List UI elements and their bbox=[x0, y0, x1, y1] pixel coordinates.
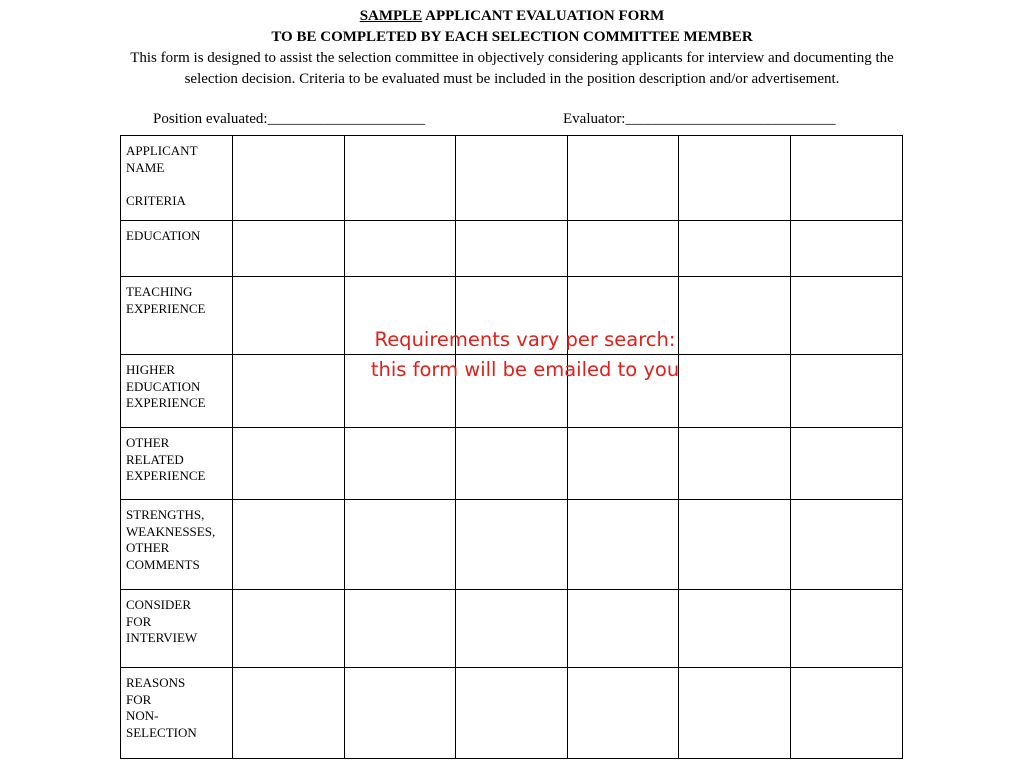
criteria-label-line: EDUCATION bbox=[126, 228, 201, 243]
criteria-label-cell bbox=[121, 428, 233, 500]
criteria-label-cell bbox=[121, 277, 233, 355]
applicant-entry-cell[interactable] bbox=[345, 500, 456, 590]
applicant-entry-cell[interactable] bbox=[456, 590, 568, 668]
applicant-entry-cell[interactable] bbox=[345, 221, 456, 277]
criteria-label-cell bbox=[121, 136, 233, 221]
table-row bbox=[121, 668, 903, 759]
criteria-label-line: EDUCATION bbox=[126, 378, 201, 394]
applicant-entry-cell[interactable] bbox=[679, 590, 791, 668]
applicant-entry-cell[interactable] bbox=[345, 428, 456, 500]
criteria-label-cell bbox=[121, 221, 233, 277]
criteria-label-line: APPLICANT bbox=[126, 143, 198, 158]
applicant-entry-cell[interactable] bbox=[791, 500, 903, 590]
applicant-entry-cell[interactable] bbox=[233, 590, 345, 668]
table-row bbox=[121, 136, 903, 221]
criteria-label-line: CRITERIA bbox=[126, 192, 186, 208]
applicant-entry-cell[interactable] bbox=[791, 221, 903, 277]
table-row bbox=[121, 428, 903, 500]
applicant-entry-cell[interactable] bbox=[233, 136, 345, 221]
criteria-label-line: STRENGTHS, bbox=[126, 507, 205, 522]
criteria-label-line: NON- bbox=[126, 708, 159, 723]
applicant-entry-cell[interactable] bbox=[679, 668, 791, 759]
applicant-entry-cell[interactable] bbox=[456, 136, 568, 221]
criteria-label-line: RELATED bbox=[126, 451, 184, 467]
table-row bbox=[121, 500, 903, 590]
criteria-label-line: EXPERIENCE bbox=[126, 300, 206, 316]
applicant-entry-cell[interactable] bbox=[791, 428, 903, 500]
applicant-entry-cell[interactable] bbox=[679, 136, 791, 221]
applicant-entry-cell[interactable] bbox=[233, 277, 345, 355]
applicant-entry-cell[interactable] bbox=[233, 500, 345, 590]
criteria-label-cell bbox=[121, 500, 233, 590]
criteria-label-line: EXPERIENCE bbox=[126, 468, 206, 483]
table-row bbox=[121, 590, 903, 668]
applicant-entry-cell[interactable] bbox=[568, 221, 679, 277]
applicant-entry-cell[interactable] bbox=[233, 355, 345, 428]
form-title-sample: SAMPLE bbox=[359, 8, 423, 24]
applicant-entry-cell[interactable] bbox=[345, 590, 456, 668]
form-description: This form is designed to assist the selection committee in objectively considering applicants for interview and documenting the selection decision. Criteria to be evaluated must be included in the position description and/or advertisement. bbox=[130, 50, 894, 87]
criteria-label-cell bbox=[121, 355, 233, 428]
applicant-entry-cell[interactable] bbox=[233, 428, 345, 500]
criteria-label-line: HIGHER bbox=[126, 362, 176, 377]
applicant-entry-cell[interactable] bbox=[568, 668, 679, 759]
applicant-entry-cell[interactable] bbox=[345, 668, 456, 759]
evaluator-field: Evaluator:____________________________ bbox=[563, 111, 836, 127]
applicant-entry-cell[interactable] bbox=[568, 500, 679, 590]
criteria-label-line: FOR bbox=[126, 691, 152, 707]
applicant-entry-cell[interactable] bbox=[791, 590, 903, 668]
criteria-label-line: SELECTION bbox=[126, 724, 197, 740]
evaluation-table bbox=[120, 135, 903, 759]
criteria-label-line: OTHER bbox=[126, 540, 170, 555]
applicant-entry-cell[interactable] bbox=[679, 428, 791, 500]
applicant-entry-cell[interactable] bbox=[568, 428, 679, 500]
table-row bbox=[121, 221, 903, 277]
criteria-label-line: COMMENTS bbox=[126, 556, 200, 572]
criteria-label-line: FOR bbox=[126, 613, 152, 629]
criteria-label-line: EXPERIENCE bbox=[126, 395, 206, 410]
form-title bbox=[0, 6, 1024, 27]
applicant-entry-cell[interactable] bbox=[791, 355, 903, 428]
applicant-entry-cell[interactable] bbox=[345, 136, 456, 221]
criteria-label-line: INTERVIEW bbox=[126, 630, 198, 645]
form-header bbox=[0, 6, 1024, 90]
applicant-entry-cell[interactable] bbox=[679, 500, 791, 590]
applicant-entry-cell[interactable] bbox=[791, 277, 903, 355]
applicant-entry-cell[interactable] bbox=[233, 668, 345, 759]
form-subtitle: TO BE COMPLETED BY EACH SELECTION COMMITTEE MEMBER bbox=[271, 29, 753, 45]
label-spacer bbox=[126, 176, 232, 193]
criteria-label-line: WEAKNESSES, bbox=[126, 523, 216, 539]
requirements-notice-line-2: this form will be emailed to you bbox=[370, 358, 680, 381]
position-evaluated-field: Position evaluated:_____________________ bbox=[153, 111, 426, 127]
criteria-label-line: REASONS bbox=[126, 675, 186, 690]
applicant-entry-cell[interactable] bbox=[233, 221, 345, 277]
criteria-label-line: NAME bbox=[126, 159, 165, 175]
form-title-rest: APPLICANT EVALUATION FORM bbox=[422, 8, 665, 24]
applicant-entry-cell[interactable] bbox=[568, 136, 679, 221]
applicant-entry-cell[interactable] bbox=[456, 668, 568, 759]
criteria-label-line: TEACHING bbox=[126, 284, 193, 299]
applicant-entry-cell[interactable] bbox=[456, 428, 568, 500]
criteria-label-line: OTHER bbox=[126, 435, 170, 450]
requirements-notice-line-1: Requirements vary per search: bbox=[374, 328, 676, 351]
applicant-entry-cell[interactable] bbox=[456, 221, 568, 277]
applicant-entry-cell[interactable] bbox=[791, 668, 903, 759]
applicant-entry-cell[interactable] bbox=[456, 500, 568, 590]
applicant-entry-cell[interactable] bbox=[791, 136, 903, 221]
requirements-notice bbox=[330, 325, 720, 385]
criteria-label-cell bbox=[121, 590, 233, 668]
applicant-entry-cell[interactable] bbox=[568, 590, 679, 668]
criteria-label-cell bbox=[121, 668, 233, 759]
criteria-label-line: CONSIDER bbox=[126, 597, 192, 612]
applicant-entry-cell[interactable] bbox=[679, 221, 791, 277]
